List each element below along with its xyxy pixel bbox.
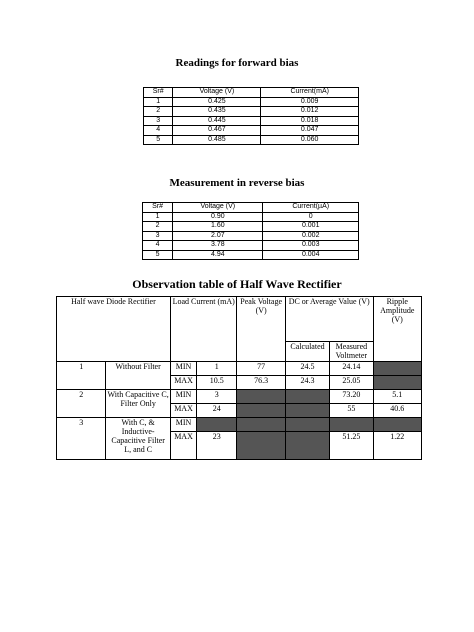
current-cell: 0 [263,212,359,222]
group-number: 2 [57,390,106,418]
ripple-cell: 40.6 [373,404,421,418]
max-label: MAX [170,404,196,418]
current-cell: 0.001 [263,222,359,232]
header-current: Current(mA) [261,88,359,98]
forward-bias-title: Readings for forward bias [175,57,299,69]
measured-cell: 25.05 [330,376,373,390]
peak-voltage-cell [237,390,285,404]
sr-cell: 5 [144,135,173,145]
voltage-cell: 0.90 [173,212,263,222]
table-row [144,126,359,136]
reverse-bias-table [142,202,359,260]
header-rectifier: Half wave Diode Rectifier [57,297,171,362]
voltage-cell: 0.467 [173,126,261,136]
measured-cell: 24.14 [330,362,373,376]
table-row [144,116,359,126]
current-cell: 0.060 [261,135,359,145]
ripple-cell: 1.22 [373,432,421,460]
group-number: 1 [57,362,106,390]
table-row [143,241,359,251]
peak-voltage-cell [237,418,285,432]
group-name: With C, & Inductive-Capacitive Filter L, and C [106,418,171,460]
peak-voltage-cell: 76.3 [237,376,285,390]
peak-voltage-cell [237,432,285,460]
current-cell: 0.004 [263,250,359,260]
current-cell: 0.012 [261,107,359,117]
header-calculated: Calculated [285,342,329,362]
observation-title: Observation table of Half Wave Rectifier [132,277,342,291]
group-name: Without Filter [106,362,171,390]
sr-cell: 1 [144,97,173,107]
table-row [144,97,359,107]
header-sr: Sr# [143,203,173,213]
calculated-cell [285,390,329,404]
header-voltage: Voltage (V) [173,203,263,213]
load-current-cell: 24 [197,404,237,418]
table-row [143,222,359,232]
voltage-cell: 0.485 [173,135,261,145]
measured-cell [330,418,373,432]
table-row [144,107,359,117]
measured-cell: 73.20 [330,390,373,404]
max-label: MAX [170,432,196,460]
ripple-cell [373,362,421,376]
voltage-cell: 0.425 [173,97,261,107]
min-label: MIN [170,390,196,404]
load-current-cell: 3 [197,390,237,404]
table-row [143,212,359,222]
voltage-cell: 0.435 [173,107,261,117]
table-row [144,135,359,145]
group-number: 3 [57,418,106,460]
group-name: With Capacitive C, Filter Only [106,390,171,418]
header-peak-voltage: Peak Voltage (V) [237,297,285,362]
load-current-cell: 1 [197,362,237,376]
header-load-current: Load Current (mA) [170,297,237,362]
calculated-cell: 24.5 [285,362,329,376]
measured-cell: 55 [330,404,373,418]
sr-cell: 2 [143,222,173,232]
header-dc-value: DC or Average Value (V) [285,297,373,342]
forward-bias-table [143,87,359,145]
calculated-cell [285,432,329,460]
sr-cell: 3 [143,231,173,241]
reverse-bias-title: Measurement in reverse bias [169,177,305,189]
ripple-cell [373,376,421,390]
sr-cell: 3 [144,116,173,126]
current-cell: 0.009 [261,97,359,107]
ripple-cell: 5.1 [373,390,421,404]
load-current-cell: 23 [197,432,237,460]
peak-voltage-cell [237,404,285,418]
header-current: Current(µA) [263,203,359,213]
current-cell: 0.002 [263,231,359,241]
current-cell: 0.018 [261,116,359,126]
voltage-cell: 4.94 [173,250,263,260]
sr-cell: 4 [143,241,173,251]
sr-cell: 2 [144,107,173,117]
sr-cell: 1 [143,212,173,222]
calculated-cell: 24.3 [285,376,329,390]
table-row [143,231,359,241]
current-cell: 0.003 [263,241,359,251]
min-label: MIN [170,418,196,432]
current-cell: 0.047 [261,126,359,136]
header-voltage: Voltage (V) [173,88,261,98]
voltage-cell: 2.07 [173,231,263,241]
header-row [144,88,359,98]
calculated-cell [285,404,329,418]
sr-cell: 5 [143,250,173,260]
load-current-cell: 10.5 [197,376,237,390]
ripple-cell [373,418,421,432]
voltage-cell: 3.78 [173,241,263,251]
min-label: MIN [170,362,196,376]
header-ripple: Ripple Amplitude (V) [373,297,421,362]
calculated-cell [285,418,329,432]
header-measured: Measured Voltmeter [330,342,373,362]
voltage-cell: 0.445 [173,116,261,126]
voltage-cell: 1.60 [173,222,263,232]
max-label: MAX [170,376,196,390]
sr-cell: 4 [144,126,173,136]
header-sr: Sr# [144,88,173,98]
table-row [143,250,359,260]
peak-voltage-cell: 77 [237,362,285,376]
load-current-cell [197,418,237,432]
measured-cell: 51.25 [330,432,373,460]
header-row [143,203,359,213]
observation-table [56,296,422,460]
